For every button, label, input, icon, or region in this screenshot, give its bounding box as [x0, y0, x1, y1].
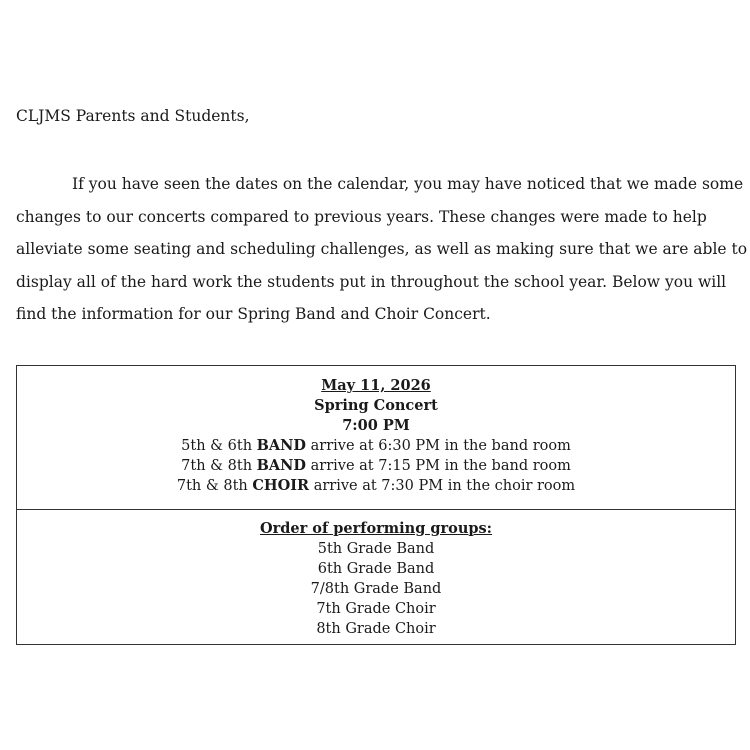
arrival-details: arrive at 6:30 PM in the band room: [306, 438, 571, 454]
arrival-details: arrive at 7:15 PM in the band room: [306, 458, 571, 474]
letter-salutation: CLJMS Parents and Students,: [16, 107, 250, 125]
concert-details-row: [17, 366, 736, 510]
order-item: 7/8th Grade Band: [310, 581, 442, 597]
arrival-line: [17, 456, 735, 476]
concert-info-table: [16, 365, 736, 645]
performance-order-cell: [17, 510, 736, 645]
letter-paragraph: [16, 168, 748, 331]
arrival-group: CHOIR: [252, 477, 310, 494]
arrival-grades: 7th & 8th: [181, 458, 257, 474]
arrival-line: [17, 436, 735, 456]
arrival-group: BAND: [256, 457, 307, 474]
order-item: 7th Grade Choir: [316, 601, 436, 617]
concert-date: May 11, 2026: [321, 377, 431, 394]
concert-details-cell: [17, 366, 736, 510]
concert-name: Spring Concert: [314, 397, 438, 414]
arrival-line: [17, 476, 735, 496]
arrival-details: arrive at 7:30 PM in the choir room: [309, 478, 576, 494]
paragraph-line: If you have seen the dates on the calendar, you may have noticed that we made some: [72, 175, 744, 193]
concert-time: 7:00 PM: [342, 417, 410, 434]
order-item: 6th Grade Band: [317, 561, 435, 577]
paragraph-line: alleviate some seating and scheduling challenges, as well as making sure that we are able to: [16, 240, 748, 258]
order-heading: Order of performing groups:: [259, 520, 493, 537]
paragraph-line: display all of the hard work the students put in throughout the school year. Below you will: [16, 272, 727, 291]
performance-order-row: [17, 510, 736, 645]
paragraph-line: find the information for our Spring Band and Choir Concert.: [16, 305, 491, 323]
arrival-grades: 7th & 8th: [176, 478, 253, 494]
arrival-grades: 5th & 6th: [181, 438, 257, 454]
order-item: 5th Grade Band: [317, 541, 435, 557]
paragraph-line: changes to our concerts compared to previous years. These changes were made to help: [16, 207, 707, 226]
arrival-group: BAND: [256, 437, 307, 454]
order-item: 8th Grade Choir: [316, 621, 436, 637]
